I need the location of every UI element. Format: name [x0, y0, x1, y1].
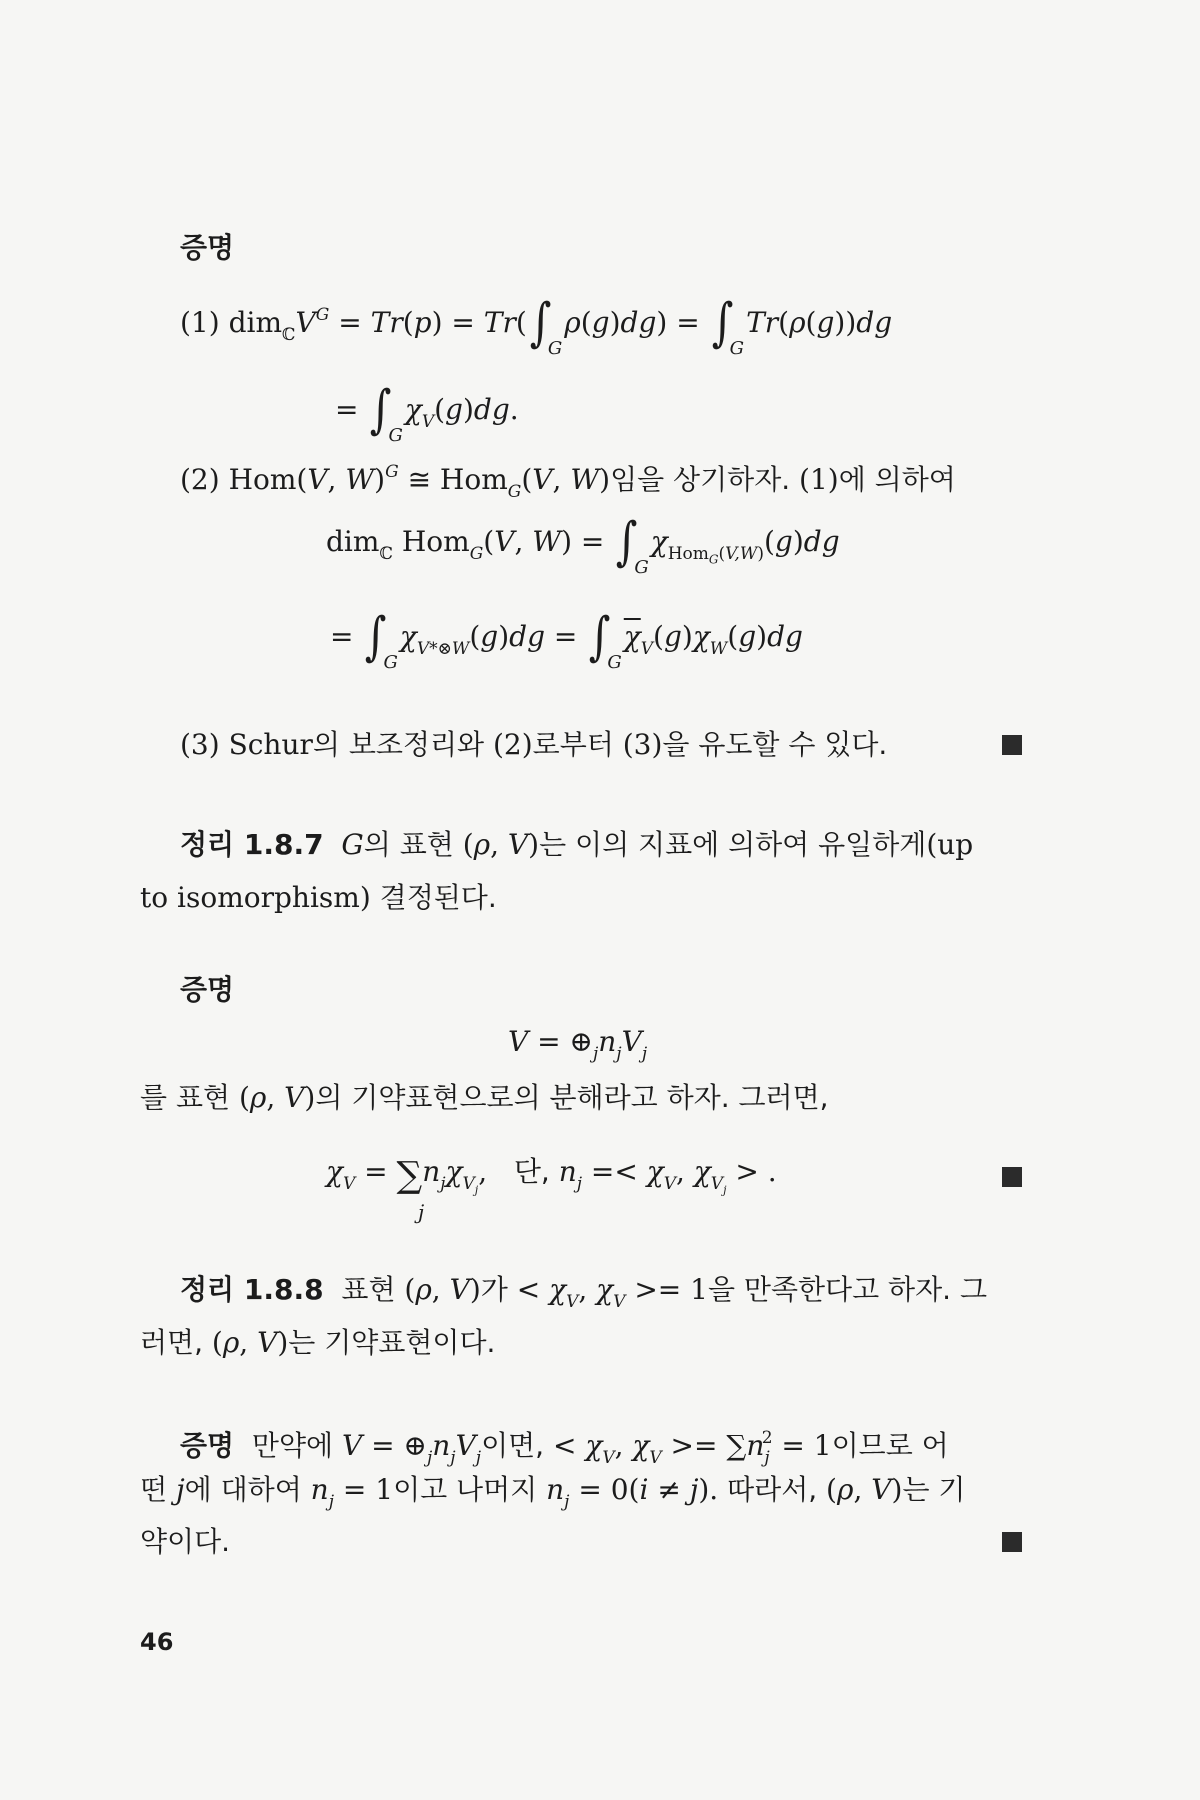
- theorem-187-label: 정리 1.8.7: [180, 828, 324, 861]
- theorem-188-label: 정리 1.8.8: [180, 1273, 324, 1306]
- proof2-eq1: dim$_ℂ$ Hom$_G$(V, $W) = \int_G\chi_{Hom_G(V,W)}(g)dg$: [326, 512, 840, 578]
- proof-187-eq2: $\chi_V = \sum n_j\chi_{V_j}$, 단, $n_j =< \chi_V$, $\chi_{V_j}$ > .: [326, 1155, 777, 1197]
- page-number: 46: [140, 1628, 174, 1656]
- proof1-prefix: (1): [180, 306, 220, 339]
- theorem-187-line1: 정리 1.8.7 G의 표현 (ρ, V)는 이의 지표에 의하여 유일하게(up: [180, 828, 974, 861]
- proof-188-line2: 떤 j에 대하여 $n_j = 1$이고 나머지 $n_j = 0(i \ne j)$. 따라서, (ρ, V)는 기: [140, 1473, 966, 1512]
- proof-187-label: 증명: [180, 973, 235, 1006]
- proof-187-text: 를 표현 (ρ, V)의 기약표현으로의 분해라고 하자. 그러면,: [140, 1081, 829, 1114]
- proof2-eq2: = $\int_G\chi_{V*\otimes W}(g)dg = \int_G\overline{\chi}_V(g)\chi_W(g)dg$: [330, 607, 803, 673]
- qed-square: [1002, 1532, 1022, 1552]
- theorem-188-line1: 정리 1.8.8 표현 (ρ, V)가 < $\chi_V$, $\chi_V >= 1$을 만족한다고 하자. 그: [180, 1273, 988, 1312]
- qed-square: [1002, 1167, 1022, 1187]
- proof-188-line1: 증명 만약에 $V = \oplus_jn_jV_j$이면, < $\chi_V$, $\chi_V >= \sum n_j^2 = 1$이므로 어: [180, 1428, 949, 1468]
- proof1-eq2: = $\int_G\chi_V(g)dg$.: [335, 380, 519, 446]
- proof1-eq1: (1) $dim_ℂV^G = Tr(p) = Tr(\int_G\rho(g)dg) = \int_GTr(\rho(g))dg$: [180, 293, 893, 359]
- theorem-188-line2: 러면, (ρ, V)는 기약표현이다.: [140, 1326, 496, 1359]
- proof2-intro: (2) Hom(V, W)$^G$ ≅ Hom$_G$(V, W)임을 상기하자. (1)에 의하여: [180, 462, 956, 502]
- proof-188-line3: 약이다.: [140, 1525, 231, 1558]
- sum-index: j: [418, 1200, 425, 1224]
- proof-187-eq1: $V = \oplus_jn_jV_j$: [508, 1025, 648, 1064]
- proof3-text: (3) Schur의 보조정리와 (2)로부터 (3)을 유도할 수 있다.: [180, 728, 888, 761]
- proof-188-label: 증명: [180, 1429, 235, 1462]
- proof-label: 증명: [180, 231, 235, 264]
- qed-square: [1002, 735, 1022, 755]
- theorem-187-line2: to isomorphism) 결정된다.: [140, 881, 497, 914]
